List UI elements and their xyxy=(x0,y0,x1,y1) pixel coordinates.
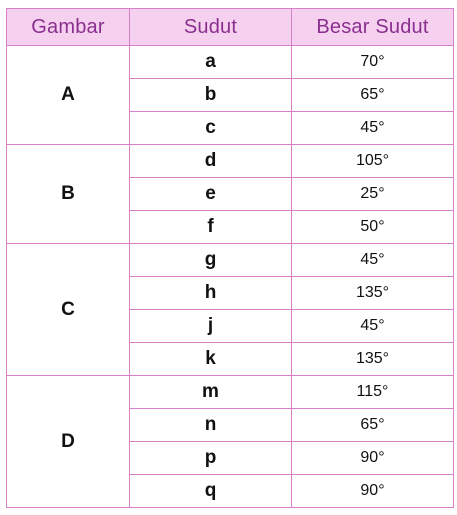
besar-sudut-cell: 45° xyxy=(292,112,454,145)
besar-sudut-cell: 90° xyxy=(292,475,454,508)
sudut-cell: h xyxy=(130,277,292,310)
besar-sudut-cell: 135° xyxy=(292,343,454,376)
table-body xyxy=(7,46,454,508)
sudut-cell: e xyxy=(130,178,292,211)
besar-sudut-cell: 70° xyxy=(292,46,454,79)
sudut-cell: j xyxy=(130,310,292,343)
besar-sudut-cell: 90° xyxy=(292,442,454,475)
sudut-cell: a xyxy=(130,46,292,79)
angle-table xyxy=(6,8,454,508)
header-sudut: Sudut xyxy=(130,9,292,46)
table-header xyxy=(7,9,454,46)
gambar-cell-d: D xyxy=(7,376,130,508)
sudut-cell: c xyxy=(130,112,292,145)
sudut-cell: f xyxy=(130,211,292,244)
header-row xyxy=(7,9,454,46)
sudut-cell: k xyxy=(130,343,292,376)
sudut-cell: b xyxy=(130,79,292,112)
besar-sudut-cell: 45° xyxy=(292,310,454,343)
besar-sudut-cell: 25° xyxy=(292,178,454,211)
sudut-cell: p xyxy=(130,442,292,475)
header-besar-sudut: Besar Sudut xyxy=(292,9,454,46)
gambar-cell-c: C xyxy=(7,244,130,376)
sudut-cell: d xyxy=(130,145,292,178)
besar-sudut-cell: 65° xyxy=(292,409,454,442)
table-row xyxy=(7,46,454,79)
besar-sudut-cell: 45° xyxy=(292,244,454,277)
table-row xyxy=(7,244,454,277)
besar-sudut-cell: 105° xyxy=(292,145,454,178)
table-row xyxy=(7,376,454,409)
sudut-cell: m xyxy=(130,376,292,409)
gambar-cell-b: B xyxy=(7,145,130,244)
besar-sudut-cell: 115° xyxy=(292,376,454,409)
table-row xyxy=(7,145,454,178)
besar-sudut-cell: 135° xyxy=(292,277,454,310)
gambar-cell-a: A xyxy=(7,46,130,145)
sudut-cell: q xyxy=(130,475,292,508)
sudut-cell: g xyxy=(130,244,292,277)
header-gambar: Gambar xyxy=(7,9,130,46)
sudut-cell: n xyxy=(130,409,292,442)
besar-sudut-cell: 65° xyxy=(292,79,454,112)
besar-sudut-cell: 50° xyxy=(292,211,454,244)
